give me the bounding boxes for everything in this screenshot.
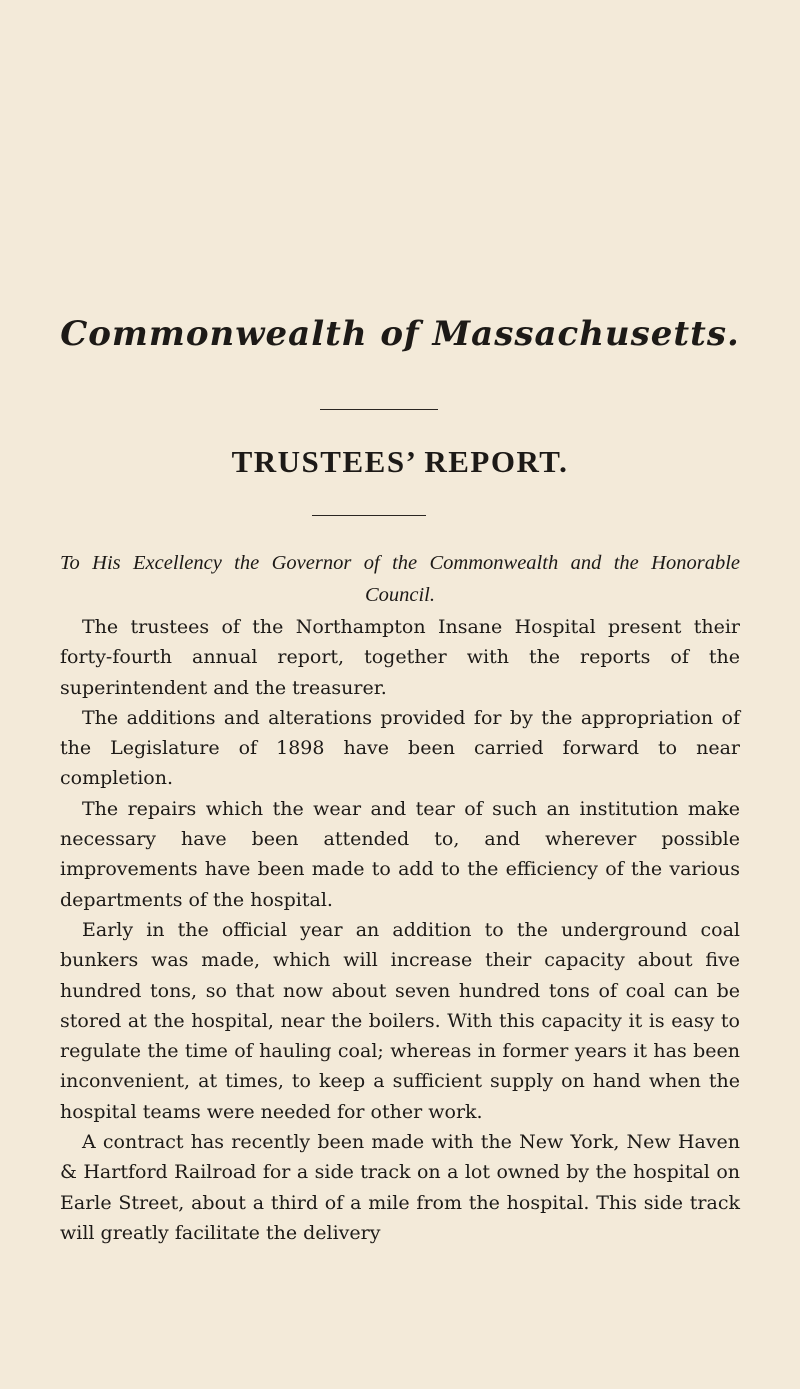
- paragraph: The trustees of the Northampton Insane Hospital present their forty-fourth annual report, together with the reports of the superintendent and the treasurer.: [60, 616, 740, 699]
- report-title: TRUSTEES’ REPORT.: [231, 444, 569, 479]
- salutation: [60, 547, 740, 611]
- divider-rule: [320, 409, 438, 410]
- salutation-line: Council.: [364, 584, 436, 606]
- paragraph: The additions and alterations provided for by the appropriation of the Legislature of 1898 have been carried forward to near completion.: [60, 706, 740, 790]
- paragraph: A contract has recently been made with the New York, New Haven & Hartford Railroad for a side track on a lot owned by the hospital on Earle Street, about a third of a mile from the hospital. This side track will greatly facilitate the delivery: [60, 1131, 740, 1244]
- salutation-line: To His Excellency the Governor of the Commonwealth and the Honorable: [60, 552, 740, 574]
- paragraph: Early in the official year an addition to the underground coal bunkers was made, which will increase their capacity about five hundred tons, so that now about seven hundred tons of coal can be stored at the hospital, near the boilers. With this capacity it is easy to regulate the time of hauling coal; whereas in former years it has been inconvenient, at times, to keep a sufficient supply on hand when the hospital teams were needed for other work.: [60, 918, 740, 1123]
- paragraph: The repairs which the wear and tear of such an institution make necessary have been attended to, and wherever possible improvements have been made to add to the efficiency of the various departments of the hospital.: [60, 797, 740, 911]
- page-heading: Commonwealth of Massachusetts.: [60, 314, 740, 354]
- divider-rule: [312, 515, 426, 516]
- report-body: [60, 612, 740, 1248]
